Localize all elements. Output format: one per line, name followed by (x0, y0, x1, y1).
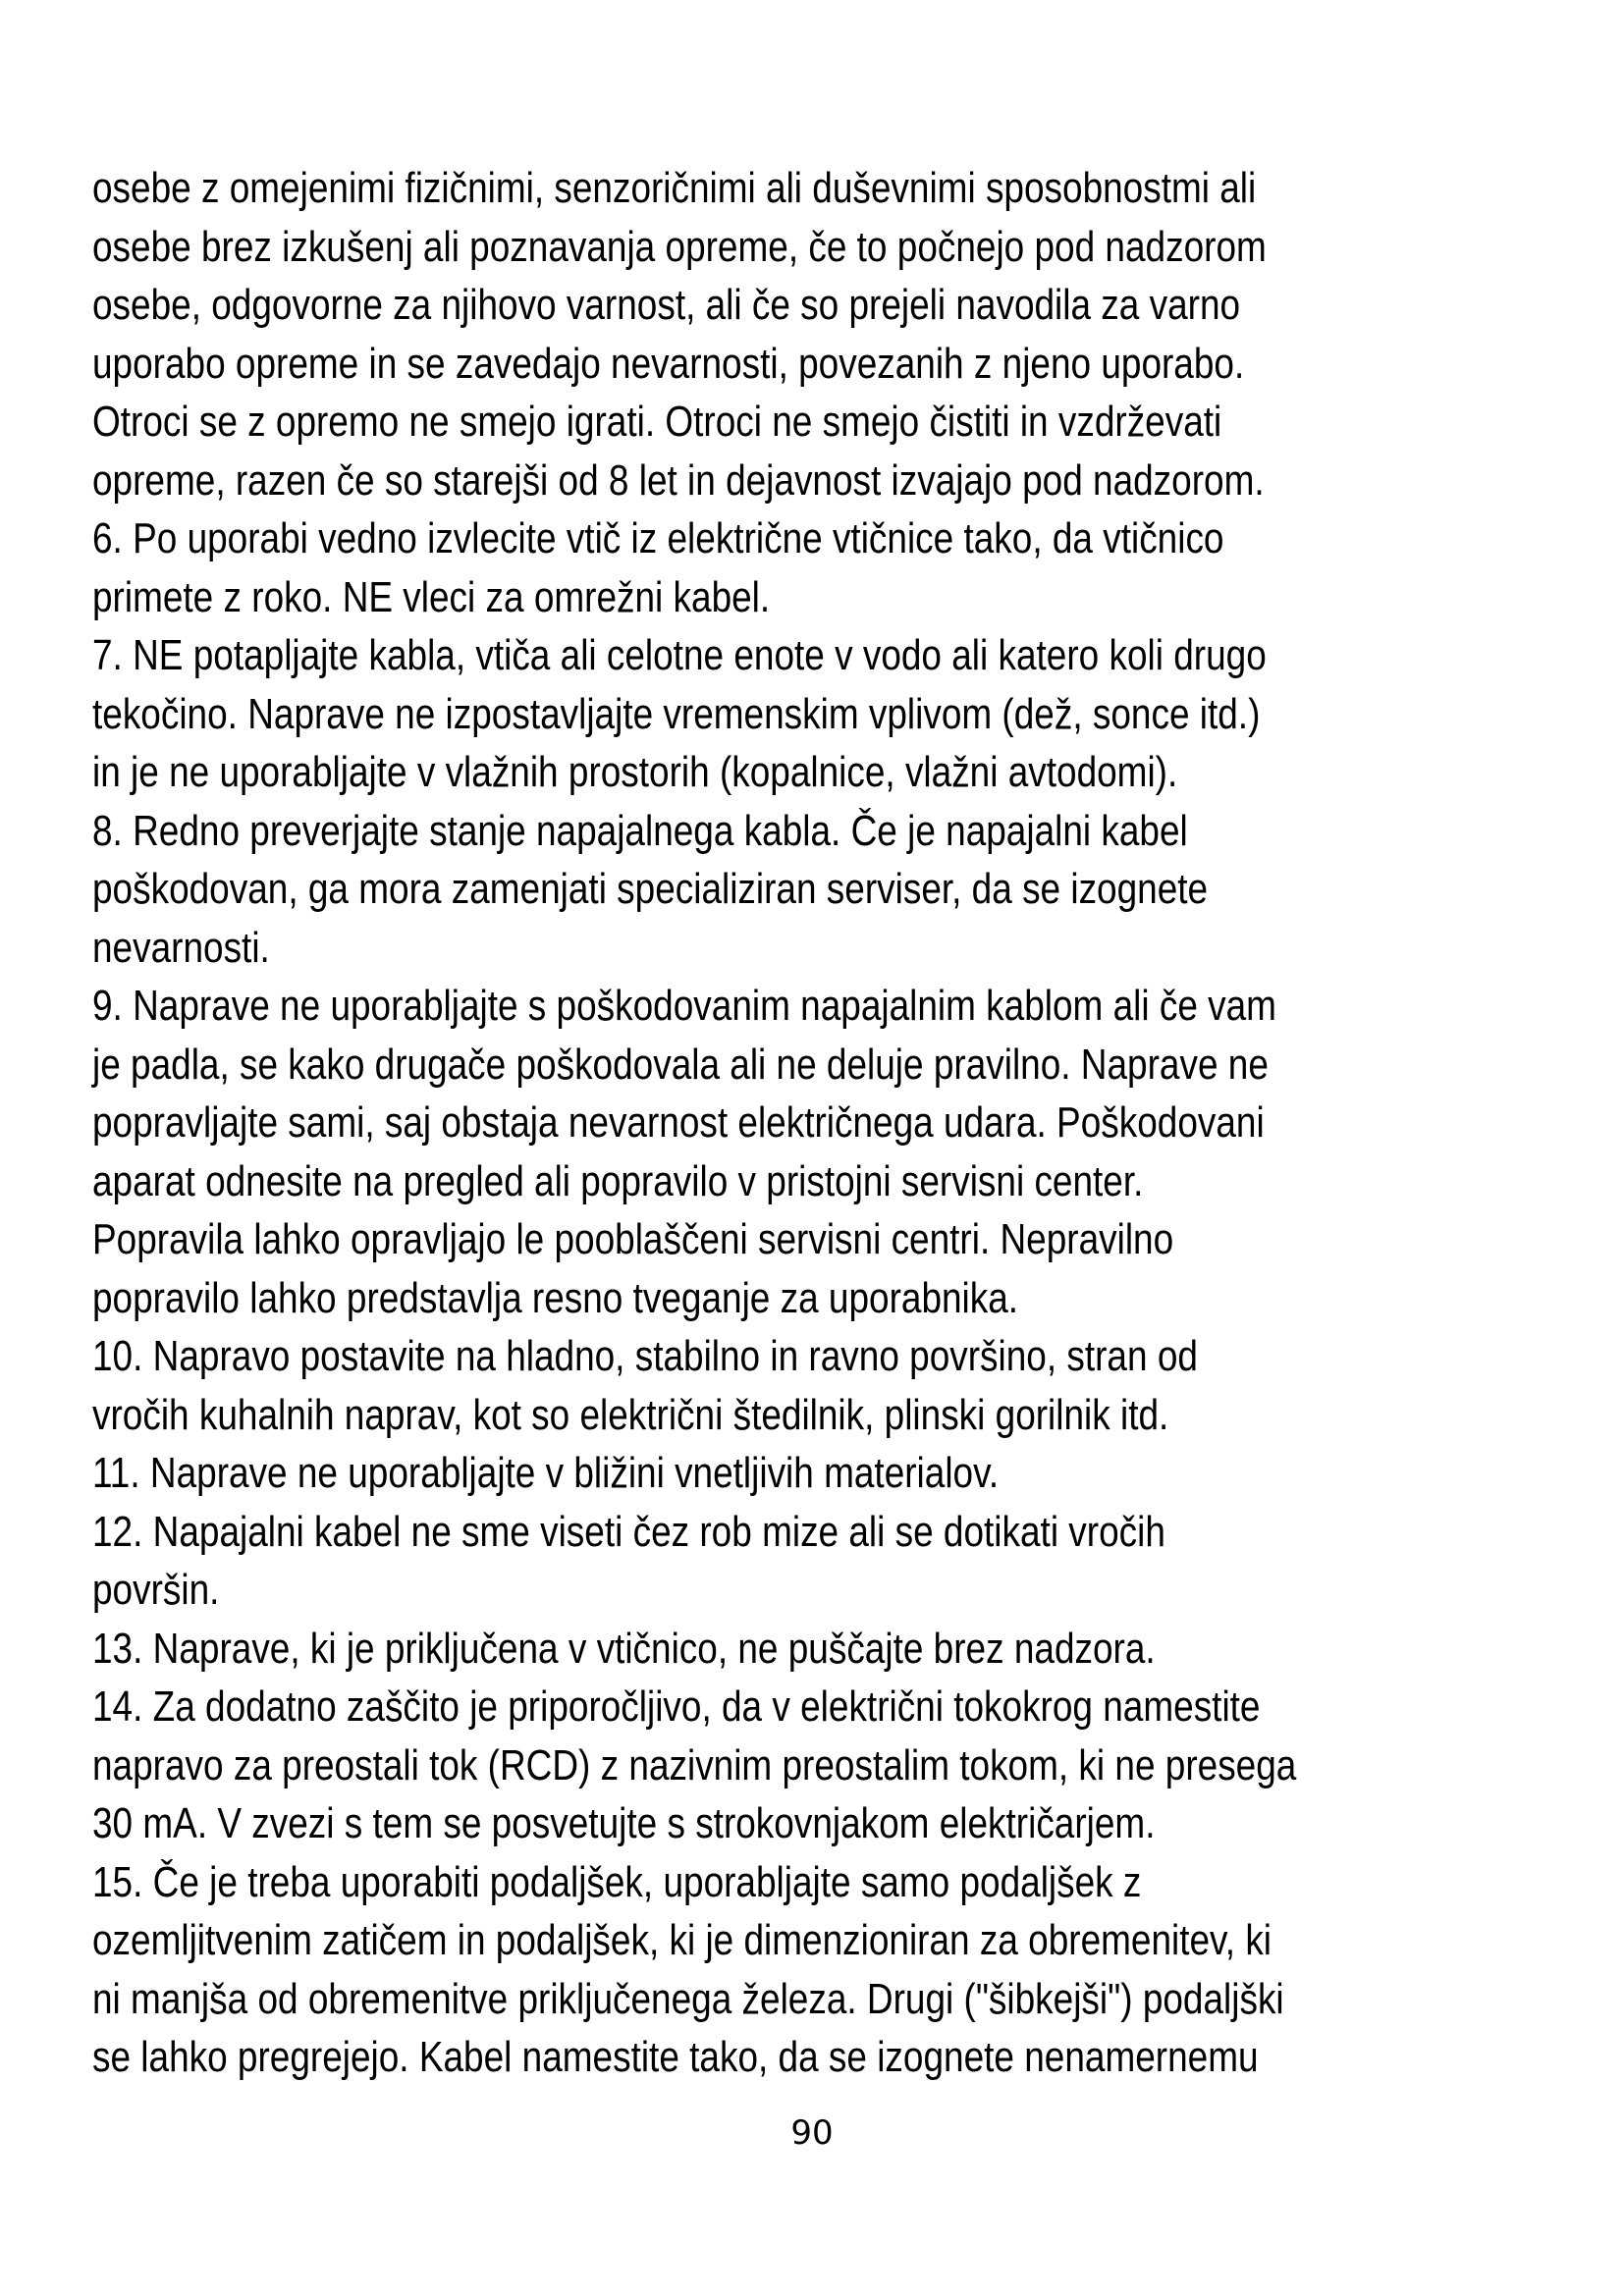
text-line: 7. NE potapljajte kabla, vtiča ali celotne enote v vodo ali katero koli drugo (92, 631, 1267, 679)
text-line: napravo za preostali tok (RCD) z nazivnim preostalim tokom, ki ne presega (92, 1740, 1297, 1789)
text-line: Otroci se z opremo ne smejo igrati. Otroci ne smejo čistiti in vzdrževati (92, 398, 1222, 446)
text-line: aparat odnesite na pregled ali popravilo v pristojni servisni center. (92, 1156, 1144, 1205)
text-line: 14. Za dodatno zaščito je priporočljivo, da v električni tokokrog namestite (92, 1682, 1261, 1731)
text-line: uporabo opreme in se zavedajo nevarnosti, povezanih z njeno uporabo. (92, 339, 1245, 388)
body-text (92, 159, 1545, 2087)
text-line: se lahko pregrejejo. Kabel namestite tako, da se izognete nenamernemu (92, 2033, 1259, 2081)
text-line: osebe brez izkušenj ali poznavanja opreme, če to počnejo pod nadzorom (92, 222, 1267, 271)
text-line: popravljajte sami, saj obstaja nevarnost električnega udara. Poškodovani (92, 1098, 1265, 1147)
text-line: osebe, odgovorne za njihovo varnost, ali če so prejeli navodila za varno (92, 281, 1241, 329)
text-line: poškodovan, ga mora zamenjati specializiran serviser, da se izognete (92, 865, 1209, 913)
text-line: in je ne uporabljajte v vlažnih prostorih (kopalnice, vlažni avtodomi). (92, 748, 1178, 796)
text-line: primete z roko. NE vleci za omrežni kabel. (92, 572, 771, 621)
text-line: vročih kuhalnih naprav, kot so električni štedilnik, plinski gorilnik itd. (92, 1390, 1169, 1439)
text-line: 8. Redno preverjajte stanje napajalnega kabla. Če je napajalni kabel (92, 806, 1188, 855)
text-line: 30 mA. V zvezi s tem se posvetujte s strokovnjakom električarjem. (92, 1799, 1156, 1847)
text-line: je padla, se kako drugače poškodovala ali ne deluje pravilno. Naprave ne (92, 1040, 1269, 1089)
text-line: opreme, razen če so starejši od 8 let in dejavnost izvajajo pod nadzorom. (92, 455, 1265, 505)
text-line: nevarnosti. (92, 923, 270, 972)
text-line: 9. Naprave ne uporabljajte s poškodovanim napajalnim kablom ali če vam (92, 982, 1276, 1030)
text-line: 13. Naprave, ki je priključena v vtičnico, ne puščajte brez nadzora. (92, 1624, 1156, 1673)
text-line: površin. (92, 1566, 220, 1614)
text-line: 15. Če je treba uporabiti podaljšek, uporabljajte samo podaljšek z (92, 1857, 1142, 1906)
page-number: 90 (790, 2113, 834, 2153)
text-line: tekočino. Naprave ne izpostavljajte vremenskim vplivom (dež, sonce itd.) (92, 689, 1261, 738)
text-line: 10. Napravo postavite na hladno, stabilno in ravno površino, stran od (92, 1332, 1198, 1380)
text-line: 6. Po uporabi vedno izvlecite vtič iz električne vtičnice tako, da vtičnico (92, 514, 1224, 562)
text-line: ozemljitvenim zatičem in podaljšek, ki je dimenzioniran za obremenitev, ki (92, 1916, 1272, 1964)
text-line: Popravila lahko opravljajo le pooblaščeni servisni centri. Nepravilno (92, 1215, 1174, 1263)
text-line: 11. Naprave ne uporabljajte v bližini vnetljivih materialov. (92, 1449, 1000, 1497)
text-line: popravilo lahko predstavlja resno tveganje za uporabnika. (92, 1273, 1019, 1322)
text-line: ni manjša od obremenitve priključenega železa. Drugi ("šibkejši") podaljški (92, 1974, 1284, 2023)
text-line: 12. Napajalni kabel ne sme viseti čez rob mize ali se dotikati vročih (92, 1507, 1165, 1556)
text-line: osebe z omejenimi fizičnimi, senzoričnimi ali duševnimi sposobnostmi ali (92, 164, 1257, 212)
